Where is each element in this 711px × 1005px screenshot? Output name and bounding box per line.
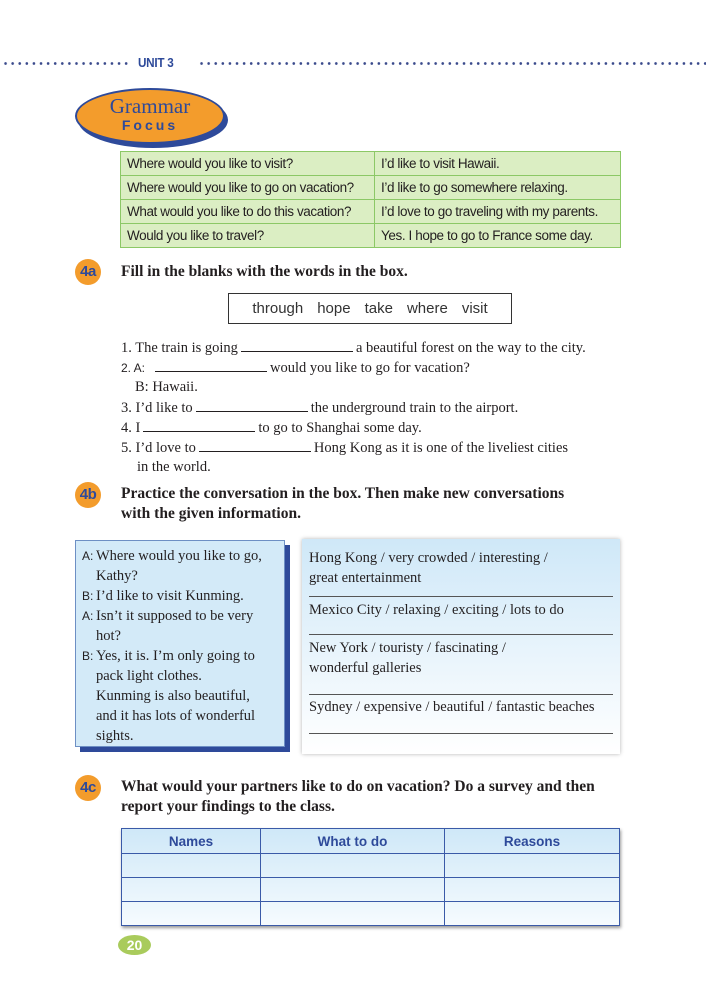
grammar-answer: I’d like to visit Hawaii. [375, 152, 621, 176]
unit-label: UNIT 3 [138, 55, 174, 70]
exercise-text: 5. I’d love to [121, 440, 196, 456]
dotted-rule-left [2, 62, 130, 65]
conversation-line [82, 606, 278, 626]
conversation-text: and it has lots of wonderful [96, 708, 256, 724]
answer-blank[interactable] [199, 437, 311, 452]
grammar-row [121, 176, 621, 200]
speaker-label: B: [82, 589, 94, 603]
survey-cell[interactable] [445, 878, 620, 902]
conversation-line [82, 686, 278, 706]
exercise-text: a beautiful forest on the way to the city. [355, 340, 586, 356]
conversation-text: I’d like to visit Kunming. [96, 588, 244, 604]
instruction-line: Practice the conversation in the box. Then make new conversations [121, 485, 565, 502]
conversation-text: Where would you like to go, [96, 548, 262, 564]
instruction-4b [121, 484, 564, 524]
answer-blank[interactable] [241, 337, 353, 352]
exercise-text: 2. A: [121, 361, 146, 375]
info-item: Sydney / expensive / beautiful / fantastic beaches [309, 699, 595, 715]
exercise-text: 1. The train is going [121, 340, 238, 356]
word-box-item: hope [317, 300, 351, 317]
grammar-question: What would you like to do this vacation? [121, 200, 375, 224]
conversation-line [82, 566, 278, 586]
conversation-line [82, 726, 278, 746]
exercise-text: 4. I [121, 420, 141, 436]
answer-blank[interactable] [143, 417, 255, 432]
grammar-row [121, 200, 621, 224]
info-box [302, 539, 620, 754]
speaker-label: A: [82, 549, 94, 563]
survey-row [122, 902, 620, 926]
speaker-label: A: [82, 609, 94, 623]
exercise-item-5b [137, 457, 211, 477]
conversation-text: hot? [96, 628, 121, 644]
survey-row [122, 854, 620, 878]
exercise-text: 3. I’d like to [121, 400, 193, 416]
instruction-4a: Fill in the blanks with the words in the box. [121, 263, 408, 280]
grammar-answer: I’d love to go traveling with my parents. [375, 200, 621, 224]
survey-row [122, 878, 620, 902]
conversation-text: Kathy? [96, 568, 138, 584]
info-item: Mexico City / relaxing / exciting / lots to do [309, 602, 564, 618]
survey-cell[interactable] [261, 902, 445, 926]
grammar-question: Where would you like to go on vacation? [121, 176, 375, 200]
survey-cell[interactable] [122, 878, 261, 902]
grammar-row [121, 224, 621, 248]
survey-cell[interactable] [445, 854, 620, 878]
conversation-line [82, 646, 278, 666]
survey-cell[interactable] [261, 854, 445, 878]
column-header-names: Names [122, 829, 261, 854]
survey-table [121, 828, 620, 926]
column-header-what-to-do: What to do [261, 829, 445, 854]
page-number: 20 [118, 935, 151, 955]
answer-blank[interactable] [155, 357, 267, 372]
grammar-question: Would you like to travel? [121, 224, 375, 248]
conversation-text: Yes, it is. I’m only going to [96, 648, 255, 664]
section-badge-4c: 4c [75, 775, 101, 801]
exercise-item-1 [121, 337, 586, 358]
unit-header [0, 57, 711, 69]
answer-blank[interactable] [196, 397, 308, 412]
conversation-line [82, 626, 278, 646]
conversation-line [82, 706, 278, 726]
exercise-item-2 [121, 357, 470, 378]
instruction-line: What would your partners like to do on vacation? Do a survey and then [121, 778, 595, 795]
survey-header-row [122, 829, 620, 854]
grammar-question: Where would you like to visit? [121, 152, 375, 176]
conversation-box [75, 540, 285, 747]
word-box [228, 293, 512, 324]
column-header-reasons: Reasons [445, 829, 620, 854]
conversation-line [82, 586, 278, 606]
exercise-item-4 [121, 417, 422, 438]
grammar-table [120, 151, 621, 248]
info-item: Hong Kong / very crowded / interesting / great entertainment [309, 550, 548, 586]
dotted-rule-right [198, 62, 706, 65]
grammar-focus-subtitle: Focus [121, 117, 179, 133]
survey-cell[interactable] [445, 902, 620, 926]
exercise-item-3 [121, 397, 518, 418]
conversation-text: Isn’t it supposed to be very [96, 608, 254, 624]
word-box-item: where [406, 300, 448, 317]
exercise-item-2b [135, 377, 198, 397]
word-box-item: take [364, 300, 393, 317]
grammar-row [121, 152, 621, 176]
survey-cell[interactable] [122, 902, 261, 926]
exercise-text: to go to Shanghai some day. [258, 420, 422, 436]
conversation-text: pack light clothes. [96, 668, 202, 684]
section-badge-4a: 4a [75, 259, 101, 285]
grammar-focus-title: Grammar [109, 94, 191, 118]
grammar-answer: Yes. I hope to go to France some day. [375, 224, 621, 248]
conversation-text: Kunming is also beautiful, [96, 688, 250, 704]
conversation-line [82, 546, 278, 566]
exercise-text: B: Hawaii. [135, 379, 198, 395]
survey-cell[interactable] [122, 854, 261, 878]
speaker-label: B: [82, 649, 94, 663]
instruction-4c [121, 777, 595, 817]
info-item: New York / touristy / fascinating / wonderful galleries [309, 640, 506, 676]
grammar-focus-badge [75, 88, 225, 144]
conversation-text: sights. [96, 728, 134, 744]
exercise-text: Hong Kong as it is one of the liveliest cities [313, 440, 569, 456]
exercise-text: the underground train to the airport. [310, 400, 519, 416]
instruction-line: with the given information. [121, 505, 301, 522]
word-box-item: visit [461, 300, 488, 317]
word-box-item: through [252, 300, 304, 317]
info-divider [309, 733, 613, 734]
exercise-text: in the world. [137, 459, 211, 475]
exercise-text: would you like to go for vacation? [270, 360, 470, 376]
exercise-item-5 [121, 437, 568, 458]
grammar-answer: I’d like to go somewhere relaxing. [375, 176, 621, 200]
instruction-line: report your findings to the class. [121, 798, 335, 815]
conversation-line [82, 666, 278, 686]
section-badge-4b: 4b [75, 482, 101, 508]
survey-cell[interactable] [261, 878, 445, 902]
